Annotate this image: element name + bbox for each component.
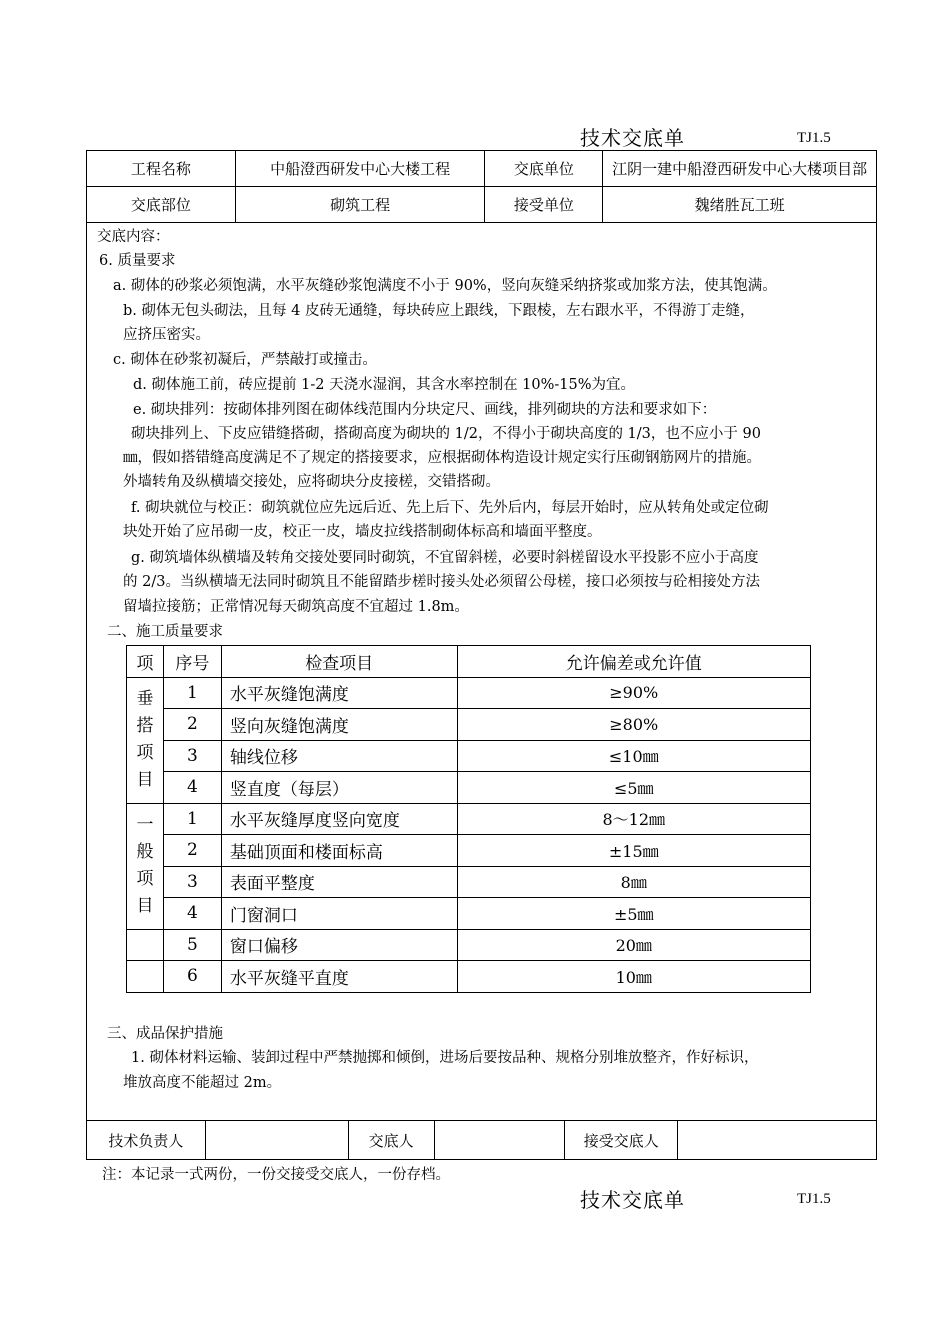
header-label-receiver: 接受单位 [485, 187, 603, 223]
content-line: g. 砌筑墙体纵横墙及转角交接处要同时砌筑，不宜留斜槎，必要时斜槎留设水平投影不应小于高度 [131, 550, 759, 566]
form-code: TJ1.5 [797, 130, 831, 146]
label-presenter: 交底人 [348, 1121, 434, 1160]
section-heading: 二、施工质量要求 [107, 624, 223, 640]
content-line: 的 2/3。当纵横墙无法同时砌筑且不能留踏步槎时接头处必须留公母槎，接口必须按与砼相接处方法 [123, 574, 760, 590]
content-line: 堆放高度不能超过 2m。 [123, 1075, 282, 1091]
check-item: 竖直度（每层） [221, 772, 457, 804]
content-line: 6. 质量要求 [99, 253, 176, 269]
header-label-part: 交底部位 [87, 187, 236, 223]
row-number: 6 [163, 961, 221, 993]
table-row [127, 772, 811, 804]
content-line: 交底内容： [97, 229, 170, 245]
column-header: 序号 [163, 646, 221, 678]
check-item: 水平灰缝平直度 [221, 961, 457, 993]
row-number: 4 [163, 772, 221, 804]
check-item: 表面平整度 [221, 866, 457, 898]
field-presenter[interactable] [434, 1121, 565, 1160]
content-line: ㎜，假如搭错缝高度满足不了规定的搭接要求，应根据砌体构造设计规定实行压砌钢筋网片的措施。 [123, 450, 761, 466]
table-row [127, 740, 811, 772]
header-table [86, 150, 877, 223]
row-number: 5 [163, 929, 221, 961]
content-line: 留墙拉接筋；正常情况每天砌筑高度不宜超过 1.8m。 [123, 599, 469, 615]
empty-group-cell [127, 929, 164, 961]
section-heading: 三、成品保护措施 [107, 1026, 223, 1042]
tolerance-value: 8～12㎜ [457, 803, 810, 835]
group-label-general: 一般项目 [127, 803, 164, 929]
check-item: 竖向灰缝饱满度 [221, 709, 457, 741]
field-tech-lead[interactable] [205, 1121, 348, 1160]
label-recipient: 接受交底人 [565, 1121, 678, 1160]
check-item: 基础顶面和楼面标高 [221, 835, 457, 867]
page-title-next: 技术交底单 [580, 1188, 685, 1212]
content-line: 应挤压密实。 [123, 327, 210, 343]
header-value-unit: 江阴一建中船澄西研发中心大楼项目部 [603, 151, 877, 187]
content-line: 砌块排列上、下皮应错缝搭砌，搭砌高度为砌块的 1/2，不得小于砌块高度的 1/3，也不应小于 90 [131, 426, 761, 442]
table-row [127, 898, 811, 930]
row-number: 2 [163, 709, 221, 741]
table-row [127, 677, 811, 709]
quality-table [126, 645, 811, 993]
footnote: 注：本记录一式两份，一份交接受交底人，一份存档。 [102, 1167, 450, 1183]
header-row [87, 151, 877, 187]
row-number: 1 [163, 803, 221, 835]
table-row [127, 835, 811, 867]
tolerance-value: ≤5㎜ [457, 772, 810, 804]
content-line: a. 砌体的砂浆必须饱满，水平灰缝砂浆饱满度不小于 90%，竖向灰缝采纳挤浆或加浆方法，使其饱满。 [113, 278, 777, 294]
tolerance-value: 20㎜ [457, 929, 810, 961]
tolerance-value: ±15㎜ [457, 835, 810, 867]
column-header: 允许偏差或允许值 [457, 646, 810, 678]
table-row [127, 709, 811, 741]
content-line: 外墙转角及纵横墙交接处，应将砌块分皮接槎，交错搭砌。 [123, 474, 500, 490]
content-line: f. 砌块就位与校正：砌筑就位应先远后近、先上后下、先外后内，每层开始时，应从转角处或定位砌 [131, 500, 769, 516]
row-number: 3 [163, 866, 221, 898]
content-line: b. 砌体无包头砌法，且每 4 皮砖无通缝，每块砖应上跟线，下跟棱，左右跟水平，不得游丁走缝， [123, 303, 755, 319]
signature-row [87, 1121, 877, 1160]
content-line: c. 砌体在砂浆初凝后，严禁敲打或撞击。 [113, 352, 377, 368]
table-row [127, 929, 811, 961]
tolerance-value: ≤10㎜ [457, 740, 810, 772]
empty-group-cell [127, 961, 164, 993]
table-row [127, 803, 811, 835]
group-label-main: 垂搭项目 [127, 677, 164, 803]
tolerance-value: 8㎜ [457, 866, 810, 898]
signature-table [86, 1120, 877, 1160]
check-item: 水平灰缝厚度竖向宽度 [221, 803, 457, 835]
header-label-project: 工程名称 [87, 151, 236, 187]
header-row [87, 187, 877, 223]
header-value-receiver: 魏绪胜瓦工班 [603, 187, 877, 223]
check-item: 轴线位移 [221, 740, 457, 772]
table-row [127, 961, 811, 993]
content-line: d. 砌体施工前，砖应提前 1-2 天浇水湿润，其含水率控制在 10%-15%为宜。 [133, 377, 636, 393]
check-item: 水平灰缝饱满度 [221, 677, 457, 709]
form-code-next: TJ1.5 [797, 1191, 831, 1207]
row-number: 2 [163, 835, 221, 867]
content-line: 块处开始了应吊砌一皮，校正一皮，墙皮拉线搭制砌体标高和墙面平整度。 [123, 524, 602, 540]
check-item: 门窗洞口 [221, 898, 457, 930]
row-number: 1 [163, 677, 221, 709]
table-row [127, 866, 811, 898]
row-number: 3 [163, 740, 221, 772]
content-line: 1. 砌体材料运输、装卸过程中严禁抛掷和倾倒，进场后要按品种、规格分别堆放整齐，作好标识， [131, 1050, 759, 1066]
table-header-row [127, 646, 811, 678]
content-line: e. 砌块排列：按砌体排列图在砌体线范围内分块定尺、画线，排列砌块的方法和要求如下： [133, 402, 717, 418]
tolerance-value: 10㎜ [457, 961, 810, 993]
label-tech-lead: 技术负责人 [87, 1121, 206, 1160]
header-value-project: 中船澄西研发中心大楼工程 [235, 151, 485, 187]
column-header: 检查项目 [221, 646, 457, 678]
column-header: 项 [127, 646, 164, 678]
tolerance-value: ≥90% [457, 677, 810, 709]
field-recipient[interactable] [678, 1121, 877, 1160]
header-value-part: 砌筑工程 [235, 187, 485, 223]
page-title: 技术交底单 [580, 126, 685, 150]
tolerance-value: ≥80% [457, 709, 810, 741]
header-label-unit: 交底单位 [485, 151, 603, 187]
check-item: 窗口偏移 [221, 929, 457, 961]
tolerance-value: ±5㎜ [457, 898, 810, 930]
row-number: 4 [163, 898, 221, 930]
